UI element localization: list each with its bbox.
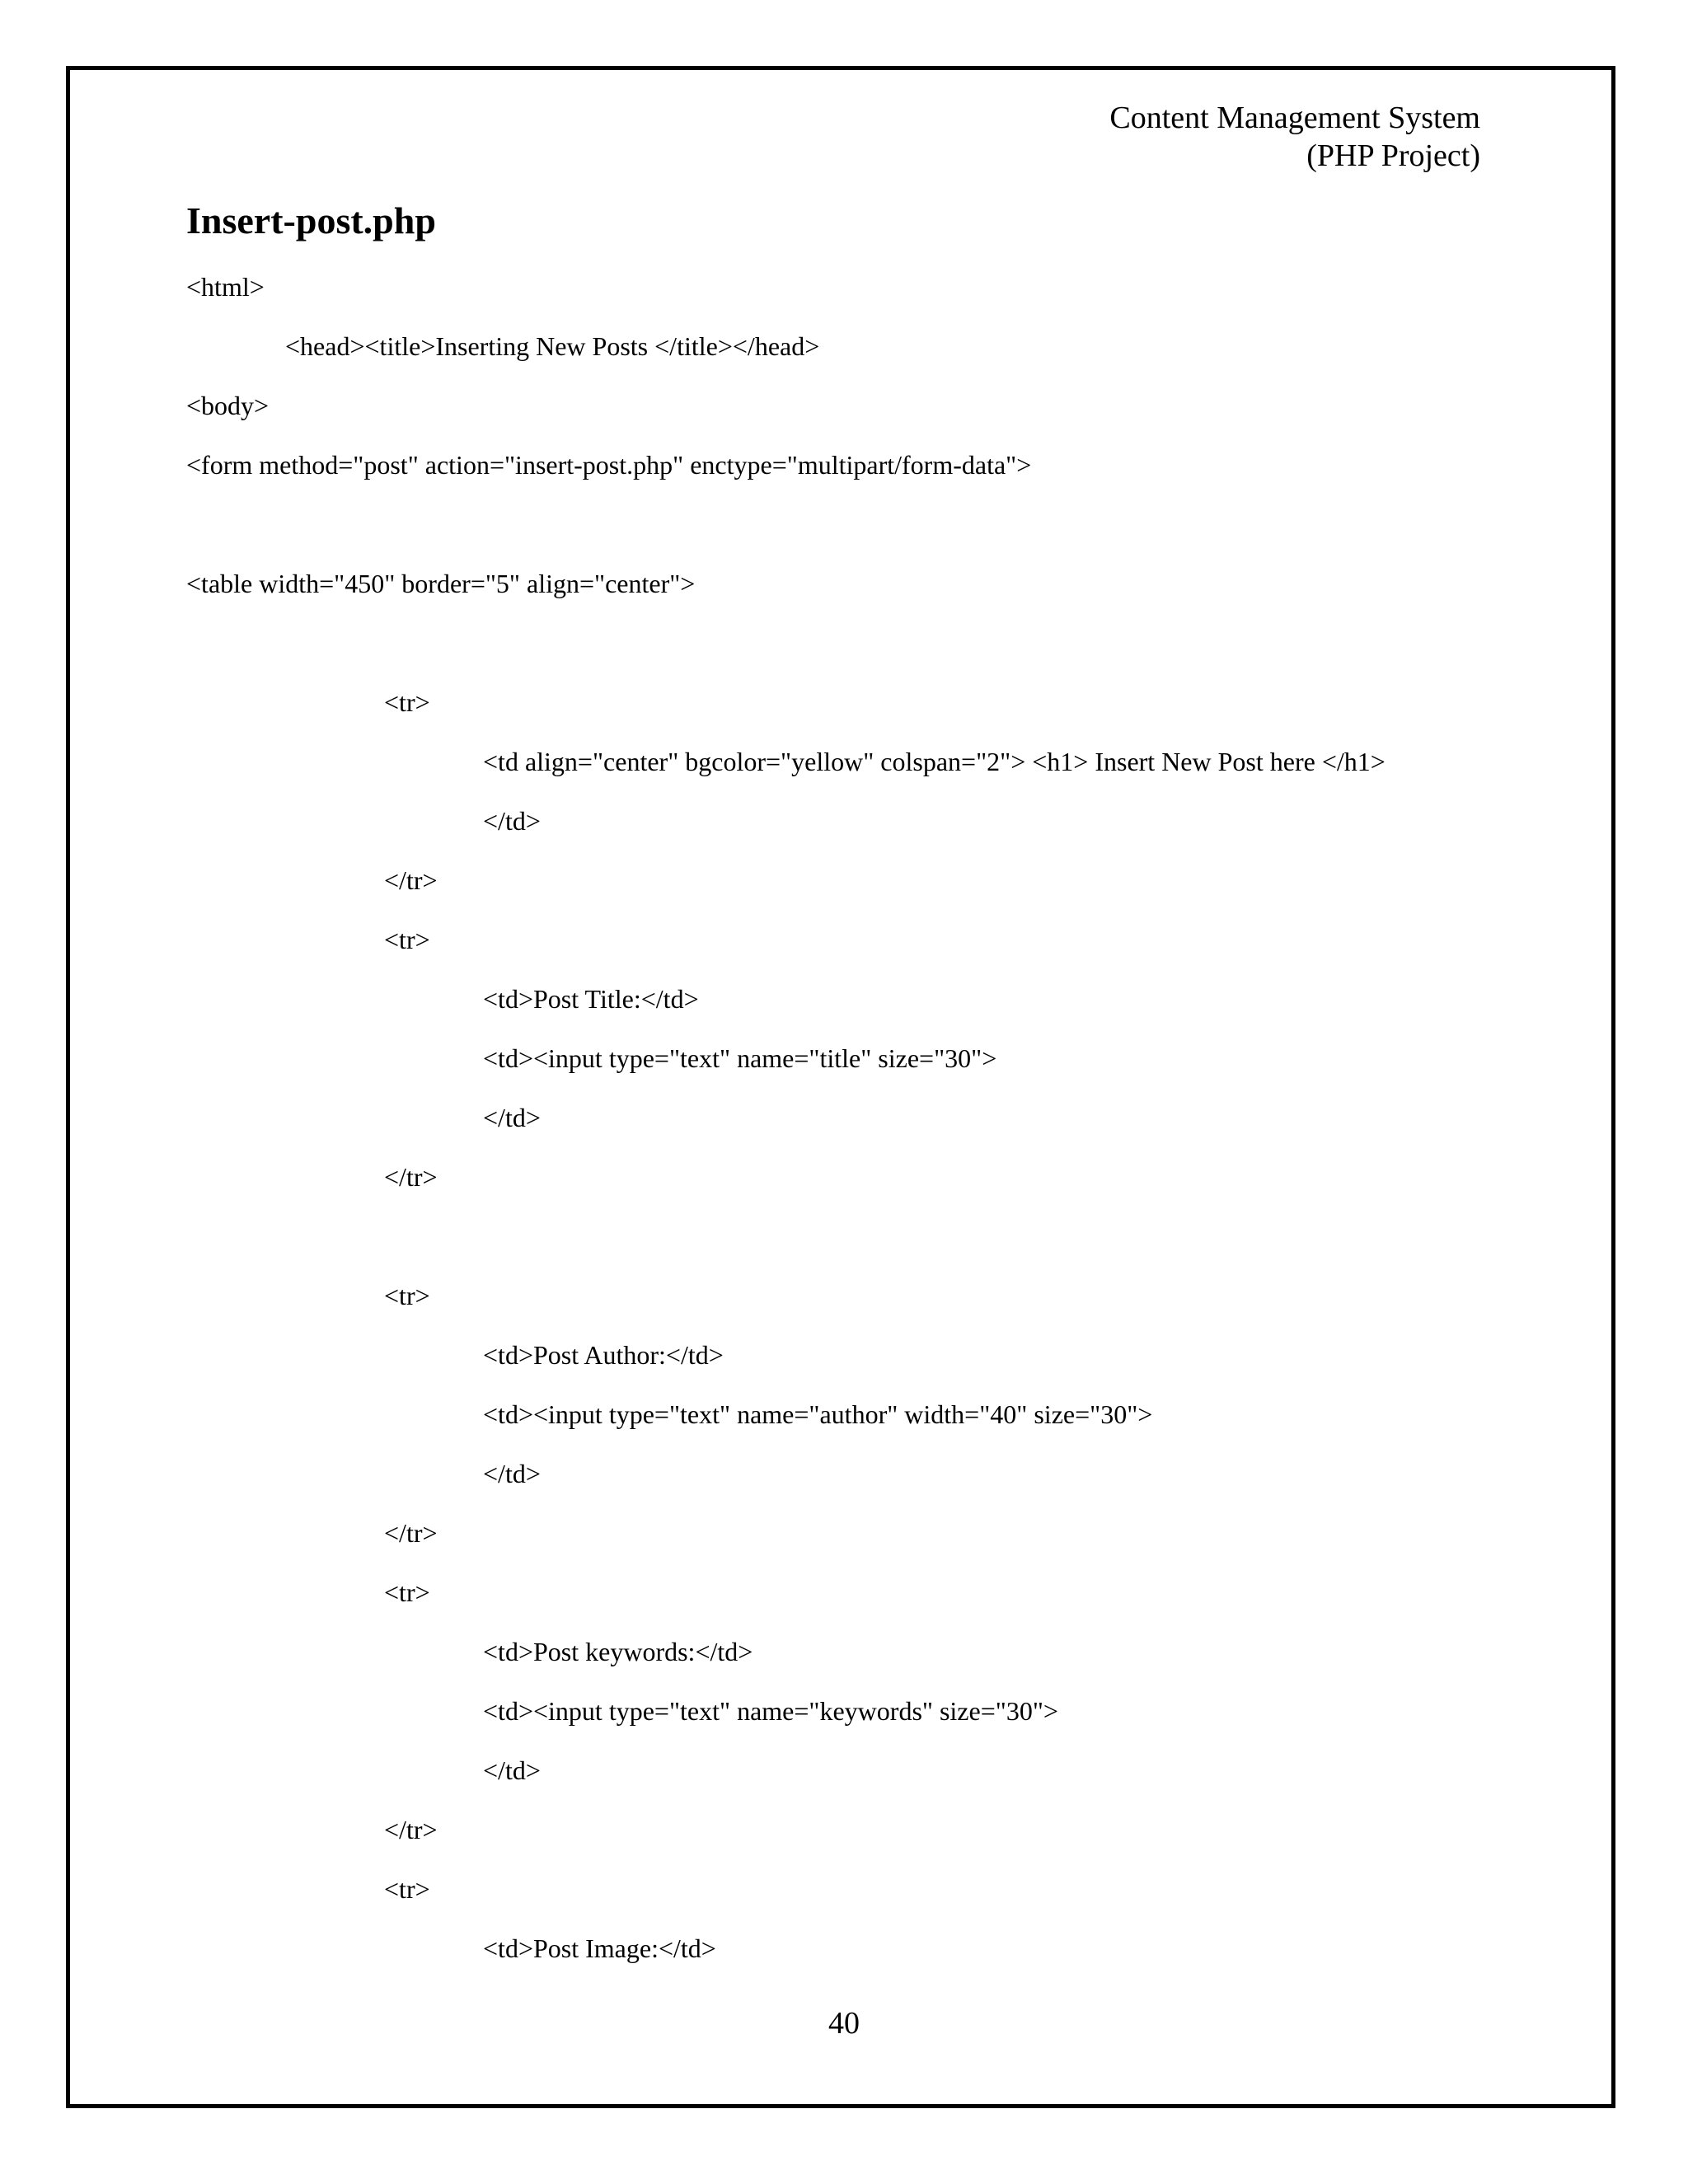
code-line: <tr>	[384, 1874, 430, 1904]
page-number: 40	[828, 2006, 860, 2041]
code-line: <tr>	[384, 1281, 430, 1310]
code-line: <head><title>Inserting New Posts </title></head>	[285, 331, 820, 361]
code-line: </tr>	[384, 865, 438, 895]
code-line: <td>Post Image:</td>	[483, 1933, 716, 1963]
code-line: <table width="450" border="5" align="center">	[186, 569, 696, 598]
code-line: <td>Post Title:</td>	[483, 984, 699, 1014]
code-line: <tr>	[384, 925, 430, 954]
code-line: </td>	[483, 806, 541, 836]
code-line: </tr>	[384, 1162, 438, 1192]
code-line: </td>	[483, 1755, 541, 1785]
code-line: <td align="center" bgcolor="yellow" colspan="2"> <h1> Insert New Post here </h1>	[483, 747, 1386, 776]
code-line: </td>	[483, 1103, 541, 1132]
code-line: </tr>	[384, 1815, 438, 1844]
running-header	[1109, 99, 1480, 175]
code-line: <form method="post" action="insert-post.php" enctype="multipart/form-data">	[186, 450, 1032, 480]
header-line-2: (PHP Project)	[1306, 138, 1480, 173]
code-line: </td>	[483, 1459, 541, 1488]
header-line-1: Content Management System	[1109, 101, 1480, 135]
page-border	[66, 66, 1615, 2108]
code-line: <tr>	[384, 1577, 430, 1607]
code-line: <body>	[186, 391, 270, 420]
code-line: <td>Post keywords:</td>	[483, 1637, 753, 1666]
document-title: Insert-post.php	[186, 199, 436, 241]
code-line: <td>Post Author:</td>	[483, 1340, 724, 1370]
code-line: <tr>	[384, 687, 430, 717]
code-line: <td><input type="text" name="author" width="40" size="30">	[483, 1399, 1153, 1429]
code-line: <html>	[186, 272, 265, 302]
code-line: </tr>	[384, 1518, 438, 1548]
code-line: <td><input type="text" name="keywords" size="30">	[483, 1696, 1058, 1726]
code-line: <td><input type="text" name="title" size="30">	[483, 1043, 997, 1073]
